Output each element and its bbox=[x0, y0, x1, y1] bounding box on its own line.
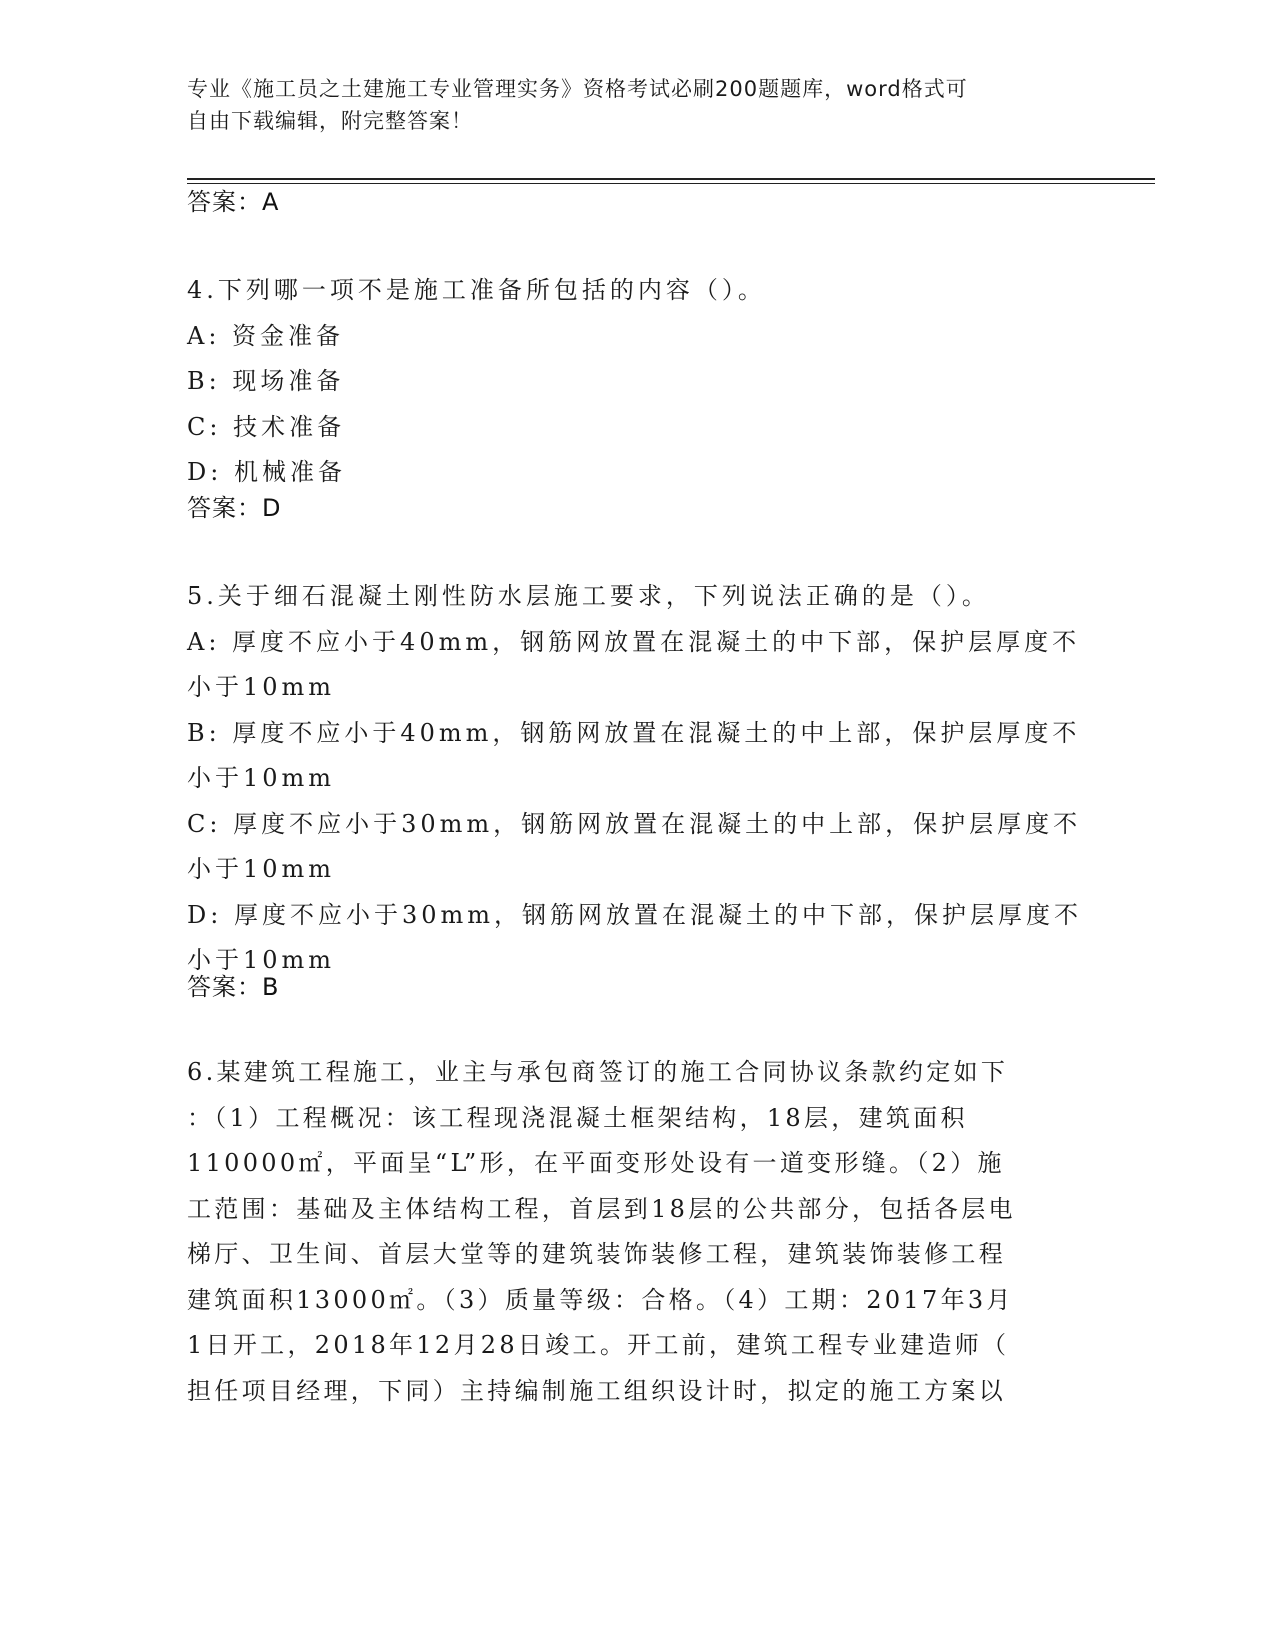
question-6-line-4: 工范围：基础及主体结构工程，首层到18层的公共部分，包括各层电 bbox=[187, 1194, 1016, 1223]
answer-prev: 答案：A bbox=[187, 188, 280, 216]
question-4 bbox=[187, 268, 1087, 496]
question-5-option-a: A: 厚度不应小于40mm，钢筋网放置在混凝土的中下部，保护层厚度不 bbox=[187, 627, 1081, 656]
header-line-2: 自由下载编辑，附完整答案！ bbox=[187, 109, 473, 133]
question-6-line-8: 担任项目经理，下同）主持编制施工组织设计时，拟定的施工方案以 bbox=[187, 1376, 1006, 1405]
question-6-line-1: 6.某建筑工程施工，业主与承包商签订的施工合同协议条款约定如下 bbox=[187, 1058, 1009, 1086]
question-5-option-b-cont: 小于10mm bbox=[187, 764, 336, 792]
question-5-option-a-cont: 小于10mm bbox=[187, 673, 336, 701]
question-6 bbox=[187, 1050, 1087, 1414]
question-6-line-3: 110000㎡，平面呈“L”形，在平面变形处设有一道变形缝。（2）施 bbox=[187, 1149, 1005, 1177]
question-4-option-d: D: 机械准备 bbox=[187, 458, 346, 486]
question-4-text: 4.下列哪一项不是施工准备所包括的内容（）。 bbox=[187, 276, 766, 304]
question-5-option-d-cont: 小于10mm bbox=[187, 946, 336, 974]
question-5-option-c: C: 厚度不应小于30mm，钢筋网放置在混凝土的中上部，保护层厚度不 bbox=[187, 809, 1082, 838]
document-header bbox=[187, 73, 1077, 137]
question-5-option-c-cont: 小于10mm bbox=[187, 855, 336, 883]
question-6-line-5: 梯厅、卫生间、首层大堂等的建筑装饰装修工程，建筑装饰装修工程 bbox=[187, 1240, 1006, 1268]
header-divider-thick bbox=[187, 178, 1155, 180]
question-5-answer: 答案：B bbox=[187, 973, 280, 1001]
header-line-1: 专业《施工员之土建施工专业管理实务》资格考试必刷200题题库，word格式可 bbox=[187, 77, 968, 101]
question-6-line-7: 1日开工，2018年12月28日竣工。开工前，建筑工程专业建造师（ bbox=[187, 1331, 1010, 1359]
header-divider-thin bbox=[187, 183, 1155, 184]
question-5-text: 5.关于细石混凝土刚性防水层施工要求，下列说法正确的是（）。 bbox=[187, 582, 990, 610]
question-4-option-c: C: 技术准备 bbox=[187, 412, 346, 441]
question-5-option-d: D: 厚度不应小于30mm，钢筋网放置在混凝土的中下部，保护层厚度不 bbox=[187, 900, 1083, 929]
question-5-option-b: B: 厚度不应小于40mm，钢筋网放置在混凝土的中上部，保护层厚度不 bbox=[187, 718, 1081, 747]
question-4-option-a: A: 资金准备 bbox=[187, 321, 345, 350]
question-4-option-b: B: 现场准备 bbox=[187, 367, 345, 395]
question-6-line-2: ：（1）工程概况：该工程现浇混凝土框架结构，18层，建筑面积 bbox=[187, 1103, 968, 1132]
question-4-answer: 答案：D bbox=[187, 494, 282, 522]
question-5 bbox=[187, 574, 1087, 984]
question-6-line-6: 建筑面积13000㎡。（3）质量等级：合格。（4）工期：2017年3月 bbox=[187, 1285, 1014, 1314]
